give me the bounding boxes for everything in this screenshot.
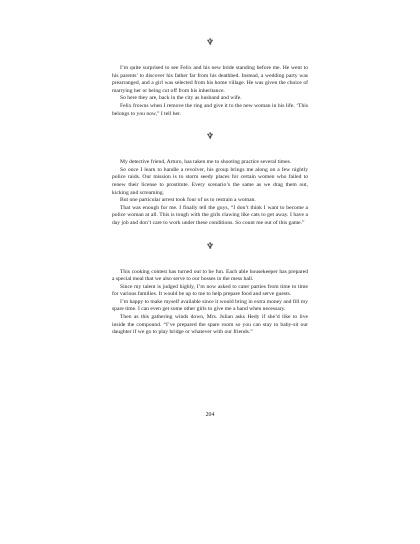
paragraph: So here they are, back in the city as husband and wife.	[120, 95, 242, 102]
paragraph: My detective friend, Arturo, has taken me to shooting practice several times.	[120, 159, 292, 166]
paragraph: But one particular arrest took four of us to restrain a woman.	[120, 197, 256, 204]
section-1	[112, 65, 308, 118]
paragraph: Felix frowns when I remove the ring and give it to the new woman in his life. ‘This belongs to you now,” I tell her.	[112, 102, 308, 117]
ornament-icon: ♆	[205, 37, 215, 47]
ornament-icon: ♆	[205, 131, 215, 142]
paragraph: So once I learn to handle a revolver, his group brings me along on a few nightly police raids. Our mission is to storm seedy places for certain women who failed to renew their license to prostitute. Every scenario’s the same as we drag them out, kicking and screaming.	[112, 166, 308, 196]
paragraph: Since my talent is judged highly, I’m now asked to cater parties from time to time for various families. It would be up to me to help prepare food and serve guests.	[112, 283, 308, 298]
section-3	[112, 269, 308, 337]
paragraph: Then as this gathering winds down, Mrs. Julian asks Hedy if she’d like to live inside the compound. “I’ve prepared the spare room so you can stay to baby-sit our daughter if we go to play bridge or whatever with our friends.”	[112, 314, 308, 336]
book-page	[112, 38, 308, 351]
paragraph: I’m quite surprised to see Felix and his new bride standing before me. He went to his parents’ to discover his father far from his deathbed. Instead, a wedding party was prearranged, and a girl was selected from his home village. He was given the choice of marrying her or being cut off from his inheritance.	[112, 65, 308, 94]
page-number: 204	[205, 412, 215, 418]
section-2	[112, 159, 308, 227]
paragraph: This cooking contest has turned out to be fun. Each able housekeeper has prepared a special meal that we also serve to our bosses in the mess hall.	[112, 268, 308, 283]
ornament-icon: ♆	[205, 240, 215, 251]
paragraph: I’m happy to make myself available since it would bring in extra money and fill my spare time. I can even get some other girls to give me a hand when necessary.	[112, 298, 308, 313]
paragraph: That was enough for me. I finally tell the guys, “I don’t think I want to become a police woman at all. This is tough with the girls clawing like cats to get away. I have a day job and don’t care to work under these conditions. So count me out of this game.”	[112, 204, 308, 226]
